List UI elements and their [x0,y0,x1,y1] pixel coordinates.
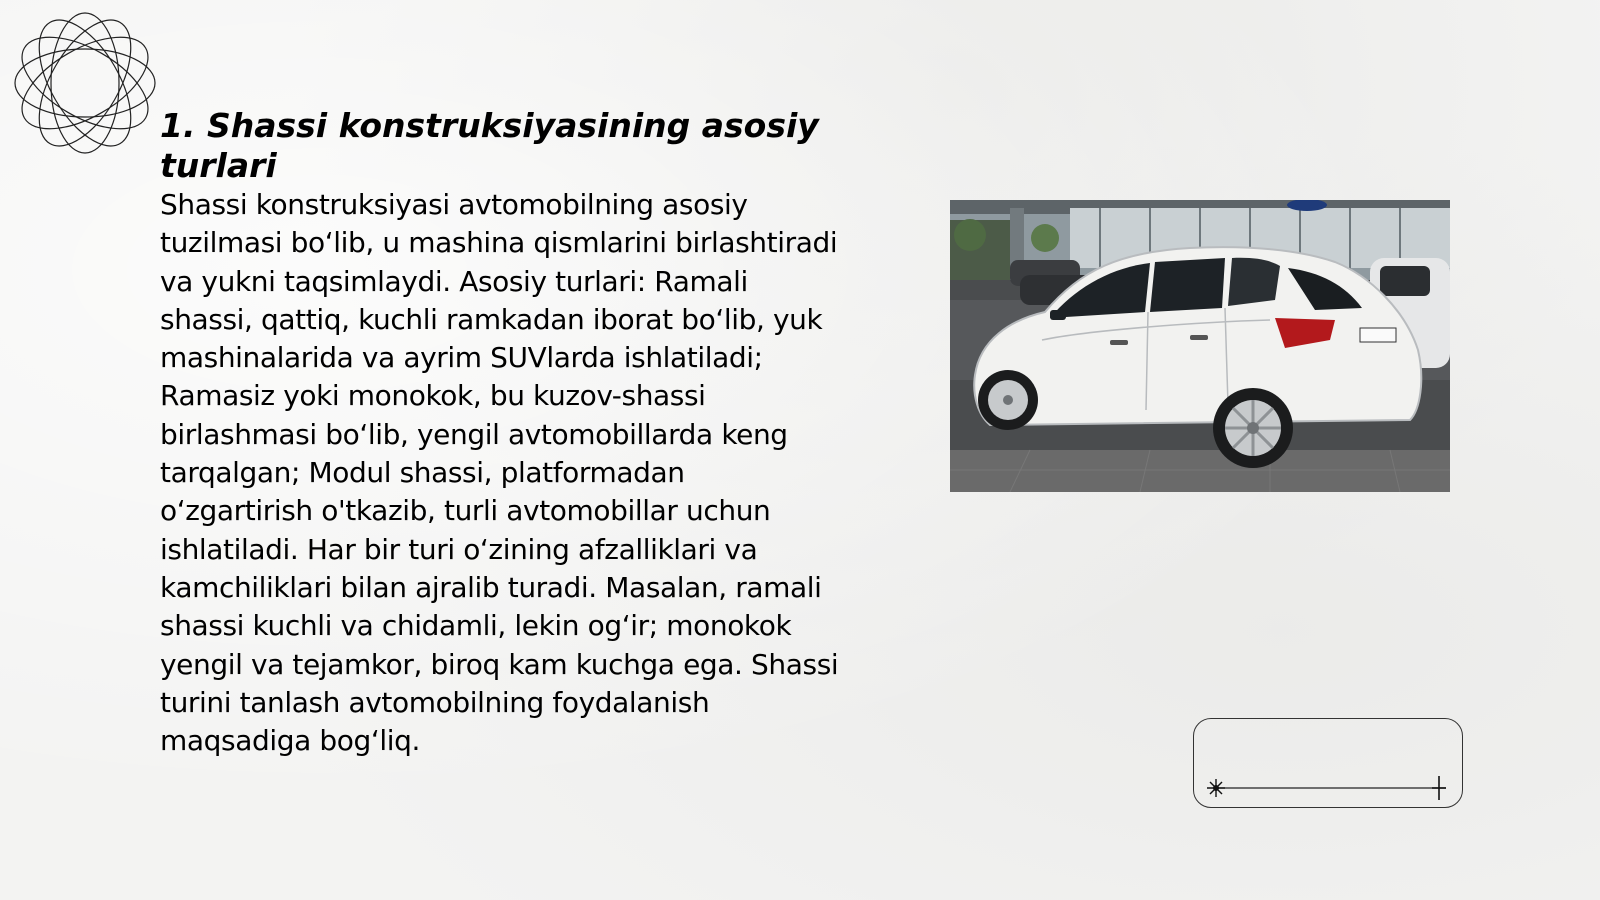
car-photo [950,200,1450,492]
car-photo-illustration [950,200,1450,492]
slide-body-text: Shassi konstruksiyasi avtomobilning asosiy tuzilmasi bo‘lib, u mashina qismlarini birlashtiradi va yukni taqsimlaydi. Asosiy turlari: Ramali shassi, qattiq, kuchli ramkadan iborat bo‘lib, yuk mashinalarida va ayrim SUVlarda ishlatiladi; Ramasiz yoki monokok, bu kuzov-shassi birlashmasi bo‘lib, yengil avtomobillarda keng tarqalgan; Modul shassi, platformadan o‘zgartirish o'tkazib, turli avtomobillar uchun ishlatiladi. Har bir turi o‘zining afzalliklari va kamchiliklari bilan ajralib turadi. Masalan, ramali shassi kuchli va chidamli, lekin og‘ir; monokok yengil va tejamkor, biroq kam kuchga ega. Shassi turini tanlash avtomobilning foydalanish maqsadiga bog‘liq. [160,188,839,758]
rosette-ornament-icon [10,8,160,158]
star-line-frame-icon [1193,718,1463,808]
slide-title: 1. Shassi konstruksiyasining asosiy turlari [160,106,819,185]
